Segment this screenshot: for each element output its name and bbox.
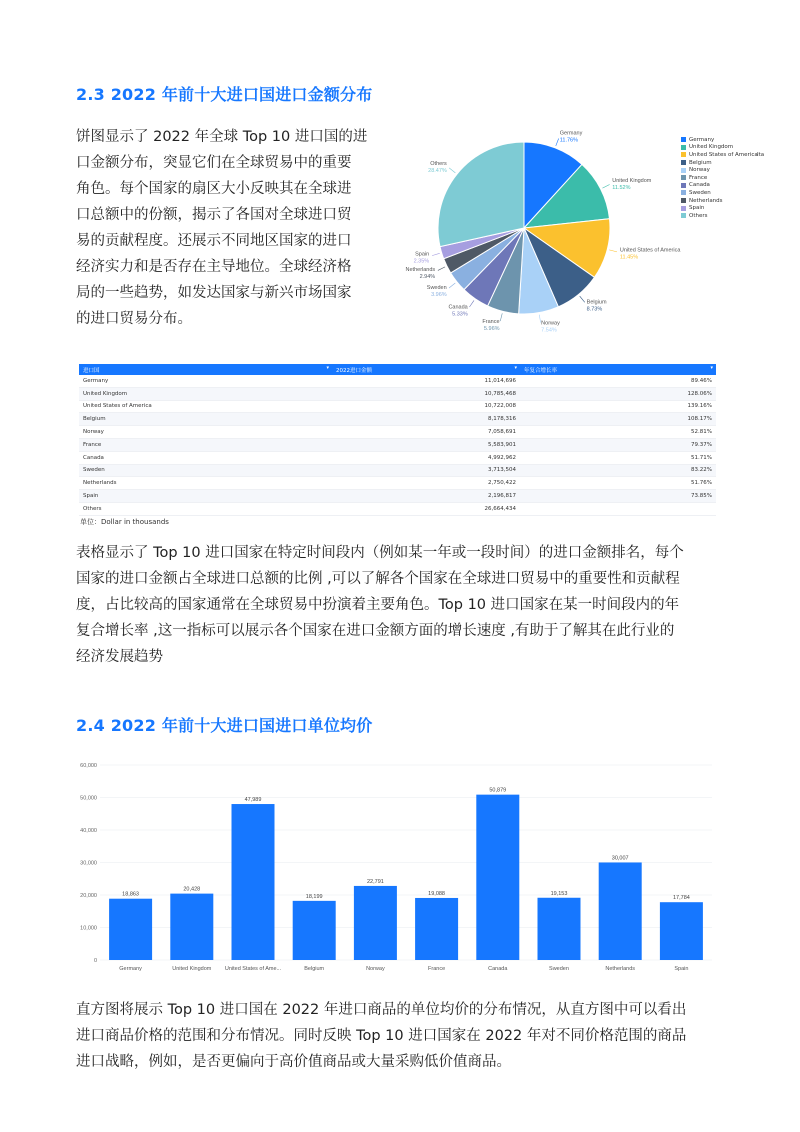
pie-leader-line xyxy=(609,250,617,252)
paragraph-line: 局的一些趋势，如发达国家与新兴市场国家 xyxy=(76,285,352,301)
paragraph-line: 进口商品价格的范围和分布情况。同时反映 Top 10 进口国家在 2022 年对不同价格范围的商品 xyxy=(76,1028,687,1044)
pie-slice-percent-label: 11.76% xyxy=(559,137,578,144)
pie-slice-percent-label: 2.94% xyxy=(419,273,436,280)
paragraph-line: 直方图将展示 Top 10 进口国在 2022 年进口商品的单位均价的分布情况，从直方图中可以看出 xyxy=(76,1002,687,1018)
pie-slice-percent-label: 3.96% xyxy=(431,291,447,298)
legend-swatch xyxy=(681,183,686,188)
table-cell-cagr: 89.46% xyxy=(520,375,716,387)
table-cell-cagr: 108.17% xyxy=(520,413,716,426)
legend-label: United States of America xyxy=(689,151,758,158)
legend-label: United Kingdom xyxy=(689,144,734,151)
legend-swatch xyxy=(681,168,686,173)
table-cell-cagr: 79.37% xyxy=(520,438,716,451)
pie-slice-percent-label: 2.35% xyxy=(413,258,430,265)
bar xyxy=(293,901,336,960)
table-cell-amount: 3,713,504 xyxy=(332,464,520,477)
table-row xyxy=(79,490,716,503)
import-table xyxy=(79,364,716,516)
pie-leader-line xyxy=(469,300,474,307)
pie-slice-percent-label: 8.73% xyxy=(586,306,603,313)
paragraph-line: 度，占比较高的国家通常在全球贸易中扮演着主要角色。Top 10 进口国家在某一时间段内的年 xyxy=(76,597,680,613)
pie-slice-name-label: Sweden xyxy=(426,284,447,291)
y-tick-label: 20,000 xyxy=(80,893,97,899)
x-tick-label: Spain xyxy=(674,966,689,972)
pie-slice-name-label: Others xyxy=(430,161,447,168)
table-header-country[interactable]: 进口国 ▾ xyxy=(79,364,332,375)
y-tick-label: 50,000 xyxy=(80,795,97,802)
legend-item[interactable] xyxy=(681,197,758,205)
table-unit-note: 单位：Dollar in thousands xyxy=(80,518,169,526)
dropdown-icon[interactable]: ▾ xyxy=(514,365,517,371)
table-row xyxy=(79,451,716,464)
bar-value-label: 17,784 xyxy=(672,895,690,902)
table-row xyxy=(79,477,716,490)
pie-description xyxy=(76,124,388,332)
legend-item[interactable] xyxy=(681,174,758,182)
paragraph-line: 口总额中的份额，揭示了各国对全球进口贸 xyxy=(76,207,352,223)
bar xyxy=(599,862,642,960)
section-title-2-4: 2.4 2022 年前十大进口国进口单位均价 xyxy=(76,716,373,735)
paragraph-line: 的进口贸易分布。 xyxy=(76,311,192,327)
table-cell-amount: 2,196,817 xyxy=(332,490,520,503)
bar xyxy=(660,902,703,960)
pie-slice-others xyxy=(438,142,524,247)
table-cell-country: Germany xyxy=(79,375,332,387)
legend-item[interactable] xyxy=(681,136,758,144)
pie-slice-percent-label: 5.96% xyxy=(483,325,500,332)
table-cell-amount: 4,992,962 xyxy=(332,451,520,464)
table-row xyxy=(79,413,716,426)
table-cell-country: France xyxy=(79,438,332,451)
table-cell-cagr: 128.06% xyxy=(520,387,716,400)
x-tick-label: Sweden xyxy=(549,966,569,972)
x-tick-label: Norway xyxy=(366,966,385,972)
legend-swatch xyxy=(681,137,686,142)
bar xyxy=(415,898,458,960)
dropdown-icon[interactable]: ▾ xyxy=(710,365,713,371)
table-cell-amount: 10,722,008 xyxy=(332,400,520,413)
y-tick-label: 0 xyxy=(93,958,97,964)
section-title-2-3: 2.3 2022 年前十大进口国进口金额分布 xyxy=(76,85,373,104)
table-cell-country: United Kingdom xyxy=(79,387,332,400)
legend-label: Spain xyxy=(689,205,705,212)
table-header-cagr[interactable]: 年复合增长率 ▾ xyxy=(520,364,716,375)
bar-value-label: 19,088 xyxy=(428,890,446,897)
table-row xyxy=(79,375,716,387)
table-cell-cagr: 52.81% xyxy=(520,426,716,439)
table-cell-country: Spain xyxy=(79,490,332,503)
table-row xyxy=(79,502,716,515)
pie-slice-name-label: United Kingdom xyxy=(612,178,652,185)
pie-slice-name-label: United States of America xyxy=(619,247,681,254)
table-cell-amount: 26,664,434 xyxy=(332,502,520,515)
pie-slice-percent-label: 11.45% xyxy=(619,254,639,261)
table-row xyxy=(79,464,716,477)
table-cell-country: Belgium xyxy=(79,413,332,426)
pie-leader-line xyxy=(432,253,440,255)
bar-value-label: 47,989 xyxy=(244,797,262,804)
bar-value-label: 18,863 xyxy=(122,891,140,898)
legend-item[interactable] xyxy=(681,159,758,167)
bar-value-label: 30,007 xyxy=(611,855,629,862)
table-row xyxy=(79,438,716,451)
table-cell-country: Netherlands xyxy=(79,477,332,490)
table-cell-country: United States of America xyxy=(79,400,332,413)
table-cell-amount: 7,058,691 xyxy=(332,426,520,439)
pie-slice-name-label: France xyxy=(482,318,500,325)
bar-description xyxy=(76,997,726,1075)
legend-swatch xyxy=(681,160,686,165)
table-cell-amount: 11,014,696 xyxy=(332,375,520,387)
legend-swatch xyxy=(681,213,686,218)
legend-item[interactable] xyxy=(681,212,758,220)
pie-slice-name-label: Spain xyxy=(415,251,430,258)
paragraph-line: 易的贡献程度。还展示不同地区国家的进口 xyxy=(76,233,352,249)
bar-value-label: 19,153 xyxy=(550,890,568,897)
legend-item[interactable] xyxy=(681,182,758,190)
paragraph-line: 口金额分布，突显它们在全球贸易中的重要 xyxy=(76,155,352,171)
legend-item[interactable] xyxy=(681,151,758,159)
legend-label: Canada xyxy=(689,182,710,189)
y-tick-label: 40,000 xyxy=(80,828,97,834)
legend-label: Belgium xyxy=(689,159,712,166)
x-tick-label: France xyxy=(428,966,446,972)
legend-swatch xyxy=(681,198,686,203)
x-tick-label: Canada xyxy=(488,966,508,972)
x-tick-label: Germany xyxy=(119,966,142,972)
legend-item[interactable] xyxy=(681,166,758,174)
pie-slice-percent-label: 11.52% xyxy=(612,185,631,192)
table-cell-cagr: 51.76% xyxy=(520,477,716,490)
y-tick-label: 10,000 xyxy=(80,925,97,932)
pie-leader-line xyxy=(449,283,455,288)
bar xyxy=(232,804,275,960)
legend-item[interactable] xyxy=(681,189,758,197)
paragraph-line: 复合增长率 ,这一指标可以展示各个国家在进口金额方面的增长速度 ,有助于了解其在此行业的 xyxy=(76,623,675,639)
table-cell-country: Sweden xyxy=(79,464,332,477)
pie-leader-line xyxy=(449,168,455,173)
pie-slice-name-label: Belgium xyxy=(586,299,607,306)
paragraph-line: 角色。每个国家的扇区大小反映其在全球进 xyxy=(76,181,352,197)
bar xyxy=(109,899,152,960)
table-row xyxy=(79,426,716,439)
bar-value-label: 20,428 xyxy=(183,886,201,893)
pie-slice-percent-label: 5.33% xyxy=(452,311,468,318)
bar xyxy=(476,795,519,960)
legend-label: Norway xyxy=(689,167,710,174)
pie-legend xyxy=(681,136,758,220)
legend-swatch xyxy=(681,190,686,195)
table-cell-amount: 5,583,901 xyxy=(332,438,520,451)
paragraph-line: 表格显示了 Top 10 进口国家在特定时间段内（例如某一年或一段时间）的进口金额排名，每个 xyxy=(76,545,684,561)
pie-leader-line xyxy=(500,313,502,321)
dropdown-icon[interactable]: ▾ xyxy=(326,365,329,371)
table-cell-amount: 2,750,422 xyxy=(332,477,520,490)
x-tick-label: United States of Ame... xyxy=(224,966,282,972)
legend-item[interactable] xyxy=(681,204,758,212)
bar xyxy=(354,886,397,960)
paragraph-line: 经济实力和是否存在主导地位。全球经济格 xyxy=(76,259,352,275)
bar-value-label: 22,791 xyxy=(366,878,384,885)
pie-slice-name-label: Netherlands xyxy=(405,266,436,273)
bar-chart xyxy=(76,755,716,977)
legend-label: Germany xyxy=(689,136,715,143)
pie-leader-line xyxy=(602,185,609,189)
bar-value-label: 18,199 xyxy=(305,893,323,900)
table-cell-amount: 8,178,316 xyxy=(332,413,520,426)
pie-slice-name-label: Canada xyxy=(448,304,468,311)
paragraph-line: 进口战略，例如，是否更偏向于高价值商品或大量采购低价值商品。 xyxy=(76,1054,511,1070)
legend-swatch xyxy=(681,152,686,157)
legend-item[interactable] xyxy=(681,144,758,152)
paragraph-line: 饼图显示了 2022 年全球 Top 10 进口国的进 xyxy=(76,129,368,145)
table-cell-country: Others xyxy=(79,502,332,515)
legend-swatch xyxy=(681,175,686,180)
legend-swatch xyxy=(681,206,686,211)
paragraph-line: 经济发展趋势 xyxy=(76,649,163,665)
table-description xyxy=(76,540,726,670)
legend-swatch xyxy=(681,145,686,150)
pie-leader-line xyxy=(438,267,445,271)
y-tick-label: 30,000 xyxy=(80,860,97,867)
pie-slice-percent-label: 28.47% xyxy=(428,168,447,175)
table-cell-cagr: 83.22% xyxy=(520,464,716,477)
table-cell-cagr xyxy=(520,502,716,515)
x-tick-label: United Kingdom xyxy=(172,966,212,972)
paragraph-line: 国家的进口金额占全球进口总额的比例 ,可以了解各个国家在全球进口贸易中的重要性和贡献程 xyxy=(76,571,680,587)
pie-chart xyxy=(392,128,682,338)
table-header-amount[interactable]: 2022进口金额 ▾ xyxy=(332,364,520,375)
table-row xyxy=(79,400,716,413)
pie-slice-percent-label: 7.54% xyxy=(541,327,557,334)
x-tick-label: Netherlands xyxy=(605,966,636,972)
table-cell-amount: 10,785,468 xyxy=(332,387,520,400)
y-tick-label: 60,000 xyxy=(80,763,97,769)
bar xyxy=(170,894,213,960)
table-cell-country: Norway xyxy=(79,426,332,439)
pie-slice-name-label: Germany xyxy=(559,130,583,137)
table-cell-cagr: 73.85% xyxy=(520,490,716,503)
x-tick-label: Belgium xyxy=(304,966,325,972)
pie-slice-name-label: Norway xyxy=(541,320,560,327)
legend-overflow-label: Ita xyxy=(757,152,765,158)
legend-label: Sweden xyxy=(689,189,711,196)
bar xyxy=(538,898,581,960)
legend-label: Netherlands xyxy=(689,197,723,204)
legend-label: France xyxy=(689,174,708,181)
legend-label: Others xyxy=(689,212,708,219)
pie-leader-line xyxy=(556,138,559,145)
table-row xyxy=(79,387,716,400)
bar-value-label: 50,879 xyxy=(489,787,507,794)
pie-leader-line xyxy=(580,296,585,302)
table-cell-cagr: 51.71% xyxy=(520,451,716,464)
table-cell-cagr: 139.16% xyxy=(520,400,716,413)
table-cell-country: Canada xyxy=(79,451,332,464)
